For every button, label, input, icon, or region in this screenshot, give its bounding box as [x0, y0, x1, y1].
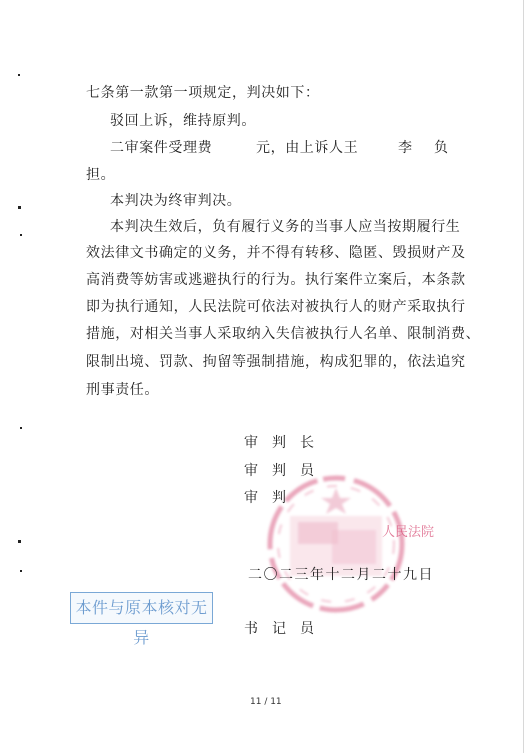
text-line: 元，由上诉人王 [256, 140, 359, 156]
page-number: 11 / 11 [250, 697, 282, 707]
text-line: 负 [434, 140, 449, 156]
text-line: 措施，对相关当事人采取纳入失信被执行人名单、限制消费、 [86, 326, 481, 342]
clerk-label: 书记员 [244, 621, 328, 637]
judgment-date: 二〇二三年十二月二十九日 [248, 567, 434, 583]
text-line: 效法律文书确定的义务，并不得有转移、隐匿、毁损财产及 [86, 245, 466, 261]
margin-mark [20, 427, 22, 429]
text-line: 限制出境、罚款、拘留等强制措施，构成犯罪的，依法追究 [86, 354, 466, 370]
margin-mark [18, 206, 21, 209]
seal-text: 人民法院 [382, 525, 435, 540]
margin-mark [20, 234, 22, 236]
judge-label: 审判员 [244, 463, 328, 479]
text-line: 即为执行通知，人民法院可依法对被执行人的财产采取执行 [86, 299, 466, 315]
text-line: 本判决为终审判决。 [110, 193, 242, 209]
text-line: 七条第一款第一项规定，判决如下： [86, 85, 320, 101]
certified-copy-stamp: 本件与原本核对无异 [70, 592, 213, 624]
margin-mark [18, 74, 20, 76]
judge2-label: 审判 [244, 490, 300, 506]
text-line: 刑事责任。 [86, 382, 159, 398]
margin-mark [20, 570, 22, 572]
text-line: 高消费等妨害或逃避执行的行为。执行案件立案后，本条款 [86, 272, 466, 288]
text-line: 驳回上诉，维持原判。 [110, 113, 256, 129]
text-line: 担。 [86, 167, 116, 183]
text-line: 本判决生效后，负有履行义务的当事人应当按期履行生 [110, 219, 461, 235]
text-line: 二审案件受理费 [110, 140, 213, 156]
text-line: 李 [398, 140, 413, 156]
chief-judge-label: 审判长 [244, 435, 328, 451]
margin-mark [18, 540, 21, 543]
page-edge [523, 0, 524, 753]
